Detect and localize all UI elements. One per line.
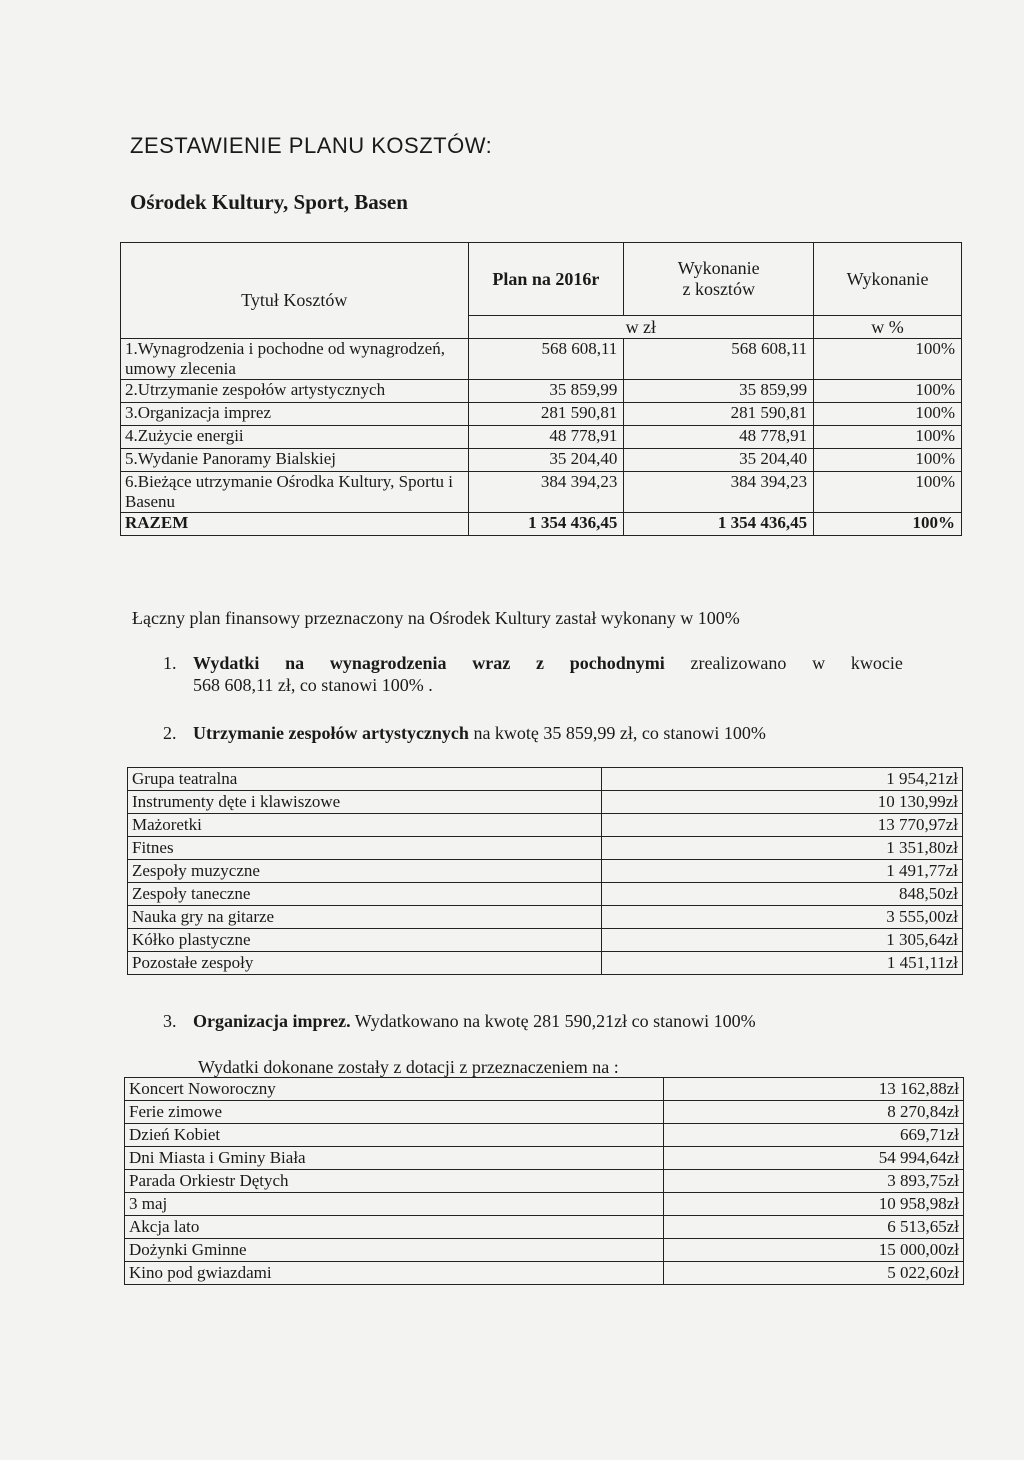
summary-table xyxy=(120,242,962,536)
total-pct: 100% xyxy=(814,513,962,536)
row-amount: 5 022,60zł xyxy=(664,1262,964,1285)
group-row xyxy=(128,860,963,883)
row-label: Kółko plastyczne xyxy=(128,929,602,952)
event-row xyxy=(125,1170,964,1193)
row-label: Zespoły taneczne xyxy=(128,883,602,906)
exec-value: 35 859,99 xyxy=(624,380,814,403)
events-table xyxy=(124,1077,964,1285)
cost-title: 3.Organizacja imprez xyxy=(121,403,469,426)
cost-title: 1.Wynagrodzenia i pochodne od wynagrodzeń, umowy zlecenia xyxy=(121,339,469,380)
summary-row xyxy=(121,339,962,380)
exec-value: 281 590,81 xyxy=(624,403,814,426)
exec-pct: 100% xyxy=(814,449,962,472)
header-unit-zl: w zł xyxy=(468,316,814,339)
row-amount: 10 958,98zł xyxy=(664,1193,964,1216)
row-amount: 848,50zł xyxy=(602,883,963,906)
exec-value: 384 394,23 xyxy=(624,472,814,513)
event-row xyxy=(125,1078,964,1101)
row-label: Dni Miasta i Gminy Biała xyxy=(125,1147,664,1170)
row-label: Mażoretki xyxy=(128,814,602,837)
row-amount: 1 491,77zł xyxy=(602,860,963,883)
plan-value: 384 394,23 xyxy=(468,472,624,513)
plan-value: 281 590,81 xyxy=(468,403,624,426)
row-amount: 3 555,00zł xyxy=(602,906,963,929)
row-label: Koncert Noworoczny xyxy=(125,1078,664,1101)
group-row xyxy=(128,906,963,929)
group-row xyxy=(128,814,963,837)
group-row xyxy=(128,837,963,860)
header-plan: Plan na 2016r xyxy=(468,243,624,316)
row-label: Ferie zimowe xyxy=(125,1101,664,1124)
page-title: ZESTAWIENIE PLANU KOSZTÓW: xyxy=(130,133,493,158)
item-2: 2. Utrzymanie zespołów artystycznych na kwotę 35 859,99 zł, co stanowi 100% xyxy=(163,723,766,743)
summary-row xyxy=(121,426,962,449)
summary-row xyxy=(121,403,962,426)
summary-row xyxy=(121,380,962,403)
row-label: Zespoły muzyczne xyxy=(128,860,602,883)
cost-title: 4.Zużycie energii xyxy=(121,426,469,449)
row-amount: 1 954,21zł xyxy=(602,768,963,791)
total-plan: 1 354 436,45 xyxy=(468,513,624,536)
cost-title: 2.Utrzymanie zespołów artystycznych xyxy=(121,380,469,403)
header-title-col: Tytuł Kosztów xyxy=(121,243,469,339)
plan-value: 35 859,99 xyxy=(468,380,624,403)
row-amount: 54 994,64zł xyxy=(664,1147,964,1170)
row-label: Dożynki Gminne xyxy=(125,1239,664,1262)
row-label: Pozostałe zespoły xyxy=(128,952,602,975)
total-execution-paragraph: Łączny plan finansowy przeznaczony na Ośrodek Kultury zastał wykonany w 100% xyxy=(132,608,740,628)
row-label: Akcja lato xyxy=(125,1216,664,1239)
page-subtitle: Ośrodek Kultury, Sport, Basen xyxy=(130,190,408,214)
groups-table xyxy=(127,767,963,975)
exec-pct: 100% xyxy=(814,339,962,380)
event-row xyxy=(125,1101,964,1124)
cost-title: 5.Wydanie Panoramy Bialskiej xyxy=(121,449,469,472)
group-row xyxy=(128,952,963,975)
exec-value: 35 204,40 xyxy=(624,449,814,472)
row-amount: 6 513,65zł xyxy=(664,1216,964,1239)
exec-pct: 100% xyxy=(814,472,962,513)
event-row xyxy=(125,1193,964,1216)
event-row xyxy=(125,1262,964,1285)
events-intro: Wydatki dokonane zostały z dotacji z przeznaczeniem na : xyxy=(198,1057,619,1077)
event-row xyxy=(125,1124,964,1147)
row-amount: 15 000,00zł xyxy=(664,1239,964,1262)
exec-pct: 100% xyxy=(814,403,962,426)
exec-value: 48 778,91 xyxy=(624,426,814,449)
event-row xyxy=(125,1216,964,1239)
header-unit-pct: w % xyxy=(814,316,962,339)
plan-value: 35 204,40 xyxy=(468,449,624,472)
group-row xyxy=(128,929,963,952)
item-3: 3. Organizacja imprez. Wydatkowano na kwotę 281 590,21zł co stanowi 100% xyxy=(163,1011,756,1031)
row-amount: 13 162,88zł xyxy=(664,1078,964,1101)
item-1: 1. Wydatki na wynagrodzenia wraz z pochodnymi zrealizowano w kwocie 568 608,11 zł, co stanowi 100% . xyxy=(163,653,903,695)
row-amount: 8 270,84zł xyxy=(664,1101,964,1124)
exec-pct: 100% xyxy=(814,380,962,403)
summary-total-row xyxy=(121,513,962,536)
group-row xyxy=(128,768,963,791)
exec-value: 568 608,11 xyxy=(624,339,814,380)
cost-title: 6.Bieżące utrzymanie Ośrodka Kultury, Sportu i Basenu xyxy=(121,472,469,513)
summary-row xyxy=(121,449,962,472)
row-label: Kino pod gwiazdami xyxy=(125,1262,664,1285)
row-amount: 1 351,80zł xyxy=(602,837,963,860)
event-row xyxy=(125,1147,964,1170)
plan-value: 48 778,91 xyxy=(468,426,624,449)
row-label: Instrumenty dęte i klawiszowe xyxy=(128,791,602,814)
row-label: Parada Orkiestr Dętych xyxy=(125,1170,664,1193)
total-exec: 1 354 436,45 xyxy=(624,513,814,536)
exec-pct: 100% xyxy=(814,426,962,449)
row-amount: 1 451,11zł xyxy=(602,952,963,975)
event-row xyxy=(125,1239,964,1262)
summary-row xyxy=(121,472,962,513)
header-execution-costs: Wykonanie z kosztów xyxy=(624,243,814,316)
row-amount: 10 130,99zł xyxy=(602,791,963,814)
group-row xyxy=(128,791,963,814)
group-row xyxy=(128,883,963,906)
row-label: Grupa teatralna xyxy=(128,768,602,791)
row-label: Dzień Kobiet xyxy=(125,1124,664,1147)
row-label: Nauka gry na gitarze xyxy=(128,906,602,929)
row-amount: 1 305,64zł xyxy=(602,929,963,952)
row-amount: 13 770,97zł xyxy=(602,814,963,837)
header-execution: Wykonanie xyxy=(814,243,962,316)
summary-rows xyxy=(121,339,962,536)
plan-value: 568 608,11 xyxy=(468,339,624,380)
row-amount: 669,71zł xyxy=(664,1124,964,1147)
row-amount: 3 893,75zł xyxy=(664,1170,964,1193)
total-label: RAZEM xyxy=(121,513,469,536)
row-label: Fitnes xyxy=(128,837,602,860)
row-label: 3 maj xyxy=(125,1193,664,1216)
